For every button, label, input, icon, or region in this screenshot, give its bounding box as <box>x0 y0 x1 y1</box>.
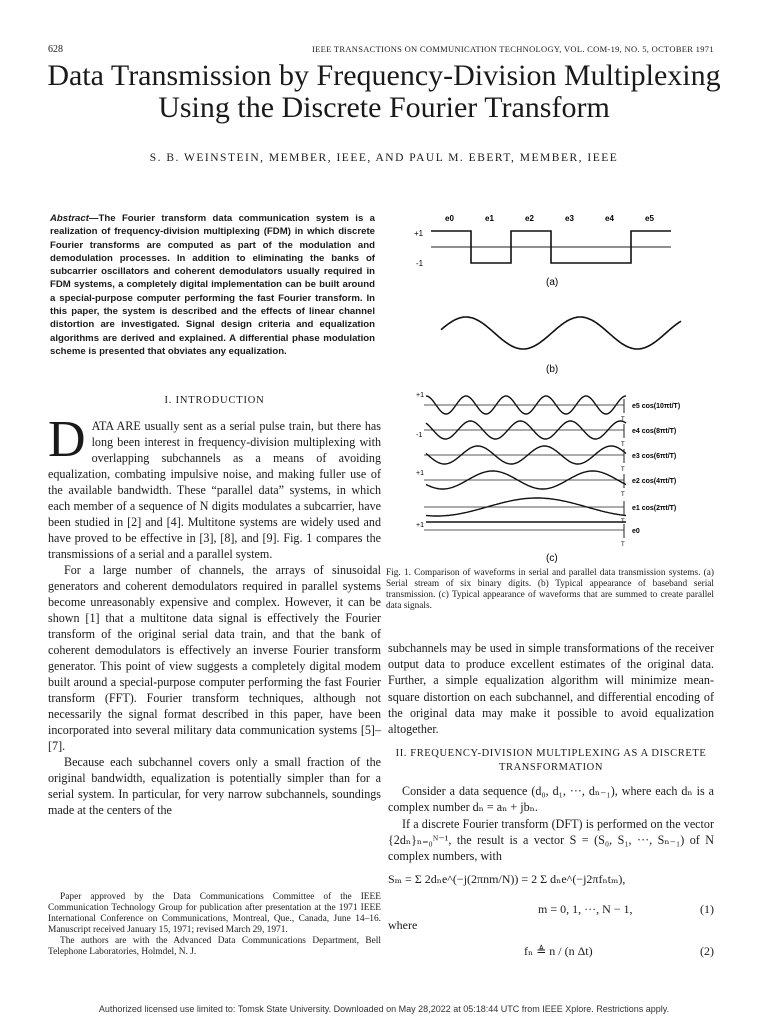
minus-one-label-a: -1 <box>416 259 424 268</box>
figure-label-a: (a) <box>546 277 559 288</box>
abstract <box>50 212 375 358</box>
equation-2-number: (2) <box>700 944 714 958</box>
footnote-p1: Paper approved by the Data Communications Committee of the IEEE Communication Technology Group for publication after presentation at the 1971 IEEE International Conference on Communications, Montreal, Que., Canada, June 14–16. Manuscript received January 15, 1971; revised March 29, 1971. <box>48 892 381 935</box>
subcarrier-label: e5 cos(10πt/T) <box>632 403 681 410</box>
equation-1-body: Sₘ = Σ 2dₙe^(−j(2πnm/N)) = 2 Σ dₙe^(−j2πfₙtₘ), <box>388 872 626 886</box>
baseband-waveform <box>441 317 681 349</box>
subcarrier-label: e1 cos(2πt/T) <box>632 505 677 512</box>
digit-label: e1 <box>485 214 494 223</box>
plus-one-label-a: +1 <box>414 229 424 238</box>
digit-label: e4 <box>605 214 614 223</box>
where-label: where <box>388 918 418 932</box>
paper-title <box>20 60 748 124</box>
amplitude-label: +1 <box>416 522 424 529</box>
amplitude-label: +1 <box>416 392 424 399</box>
running-head: IEEE TRANSACTIONS ON COMMUNICATION TECHNOLOGY, VOL. COM-19, NO. 5, OCTOBER 1971 <box>312 44 714 54</box>
equation-1-number: (1) <box>700 902 714 916</box>
digit-label: e3 <box>565 214 574 223</box>
figure-1c <box>416 392 680 548</box>
subcarrier-label: e4 cos(8πt/T) <box>632 428 677 435</box>
right-column-body <box>388 640 714 864</box>
footnote <box>48 892 381 958</box>
equation-1-range: m = 0, 1, ···, N − 1, <box>538 902 633 916</box>
footnote-p2: The authors are with the Advanced Data Communications Department, Bell Telephone Laboratories, Holmdel, N. J. <box>48 936 381 957</box>
digit-label: e5 <box>645 214 654 223</box>
amplitude-label: +1 <box>416 470 424 477</box>
subcarrier-label: e2 cos(4πt/T) <box>632 478 677 485</box>
digit-label: e2 <box>525 214 534 223</box>
right-paragraph-1: subchannels may be used in simple transformations of the receiver output data to produce excellent estimates of the original data. Further, a simple equalization algorithm will minimize mean-square distortion on each subchannel, and differential encoding of the original data may make it possible to avoid equalization altogether. <box>388 641 714 737</box>
abstract-lead: Abstract <box>50 213 89 224</box>
title-line-2: Using the Discrete Fourier Transform <box>158 91 610 124</box>
period-label: T <box>621 519 625 525</box>
intro-paragraph-2: For a large number of channels, the arrays of sinusoidal generators and coherent demodulators required in parallel systems become unreasonably expensive and complex. However, it can be shown [1] that a multitone data signal is effectively the Fourier transform of the original serial data train, and that the bank of coherent demodulators is effectively an inverse Fourier transform generator. This point of view suggests a completely digital modem built around a special-purpose computer performing the fast Fourier transform (FFT). Fourier transform techniques, although not necessarily the signal format described in this paper, have been incorporated into several military data communication systems [5]–[7]. <box>48 563 381 753</box>
abstract-text: —The Fourier transform data communication system is a realization of frequency-division multiplexing (FDM) in which discrete Fourier transforms are computed as part of the modulation and demodulation processes. In addition to eliminating the banks of subcarrier oscillators and coherent demodulators usually required in FDM systems, a completely digital implementation can be built around a special-purpose computer performing the fast Fourier transform. In this paper, the system is described and the effects of linear channel distortion are investigated. Signal design criteria and equalization algorithms are derived and explained. A differential phase modulation scheme is presented that obviates any equalization. <box>50 213 375 357</box>
drop-cap: D <box>48 411 86 468</box>
period-label: T <box>621 417 625 423</box>
figure-1b <box>441 317 681 375</box>
intro-p1-text: ATA ARE usually sent as a serial pulse train, but there has long been interest in frequency-division multiplexing with overlapping subchannels as a means of avoiding equalization, combating impulsive noise, and making fuller use of the available bandwidth. These “parallel data” systems, in which each member of a sequence of N digits modulates a subcarrier, have been studied in [2] and [4]. Multitone systems are widely used and have proved to be effective in [3], [8], and [9]. Fig. 1 compares the transmissions of a serial and a parallel system. <box>48 419 381 561</box>
subcarrier-label: e0 <box>632 528 640 535</box>
period-label: T <box>621 442 625 448</box>
equation-1 <box>388 872 714 887</box>
subcarrier-label: e3 cos(6πt/T) <box>632 453 677 460</box>
title-line-1: Data Transmission by Frequency-Division Multiplexing <box>47 59 721 92</box>
license-footer: Authorized licensed use limited to: Tomsk State University. Downloaded on May 28,2022 at 05:18:44 UTC from IEEE Xplore. Restrictions apply. <box>98 1004 670 1014</box>
section-heading-2 <box>388 747 714 775</box>
amplitude-label: -1 <box>416 432 423 439</box>
intro-paragraph-1 <box>48 411 381 562</box>
left-column-body <box>48 411 381 818</box>
period-label: T <box>621 492 625 498</box>
section-2-line-1: II. FREQUENCY-DIVISION MULTIPLEXING AS A DISCRETE <box>395 748 707 760</box>
right-paragraph-2: Consider a data sequence (d₀, d₁, ···, dₙ₋₁), where each dₙ is a complex number dₙ = aₙ + jbₙ. <box>388 784 714 815</box>
period-label: T <box>621 467 625 473</box>
authors: S. B. WEINSTEIN, MEMBER, IEEE, AND PAUL M. EBERT, MEMBER, IEEE <box>149 152 619 164</box>
right-paragraph-3: If a discrete Fourier transform (DFT) is performed on the vector {2dₙ}ₙ₌₀ᴺ⁻¹, the result is a vector S = (S₀, S₁, ···, Sₙ₋₁) of N complex numbers, with <box>388 816 714 864</box>
page-number: 628 <box>48 44 63 55</box>
figure-label-c: (c) <box>546 553 558 564</box>
intro-paragraph-3: Because each subchannel covers only a small fraction of the original bandwidth, equalization is potentially simpler than for a serial system. In particular, for very narrow subchannels, soundings made at the centers of the <box>48 755 381 817</box>
figure-1a <box>414 214 671 288</box>
figure-caption: Fig. 1. Comparison of waveforms in serial and parallel data transmission systems. (a) Serial stream of six binary digits. (b) Typical appearance of baseband serial transmission. (c) Typical appearance of waveforms that are summed to create parallel data signals. <box>386 568 714 611</box>
figure-1 <box>386 205 716 565</box>
figure-label-b: (b) <box>546 364 559 375</box>
digit-label: e0 <box>445 214 454 223</box>
equation-2-body: fₙ ≜ n / (n Δt) <box>524 944 593 958</box>
period-label: T <box>621 542 625 548</box>
section-2-line-2: TRANSFORMATION <box>498 762 604 774</box>
section-heading-introduction: I. INTRODUCTION <box>164 395 265 406</box>
